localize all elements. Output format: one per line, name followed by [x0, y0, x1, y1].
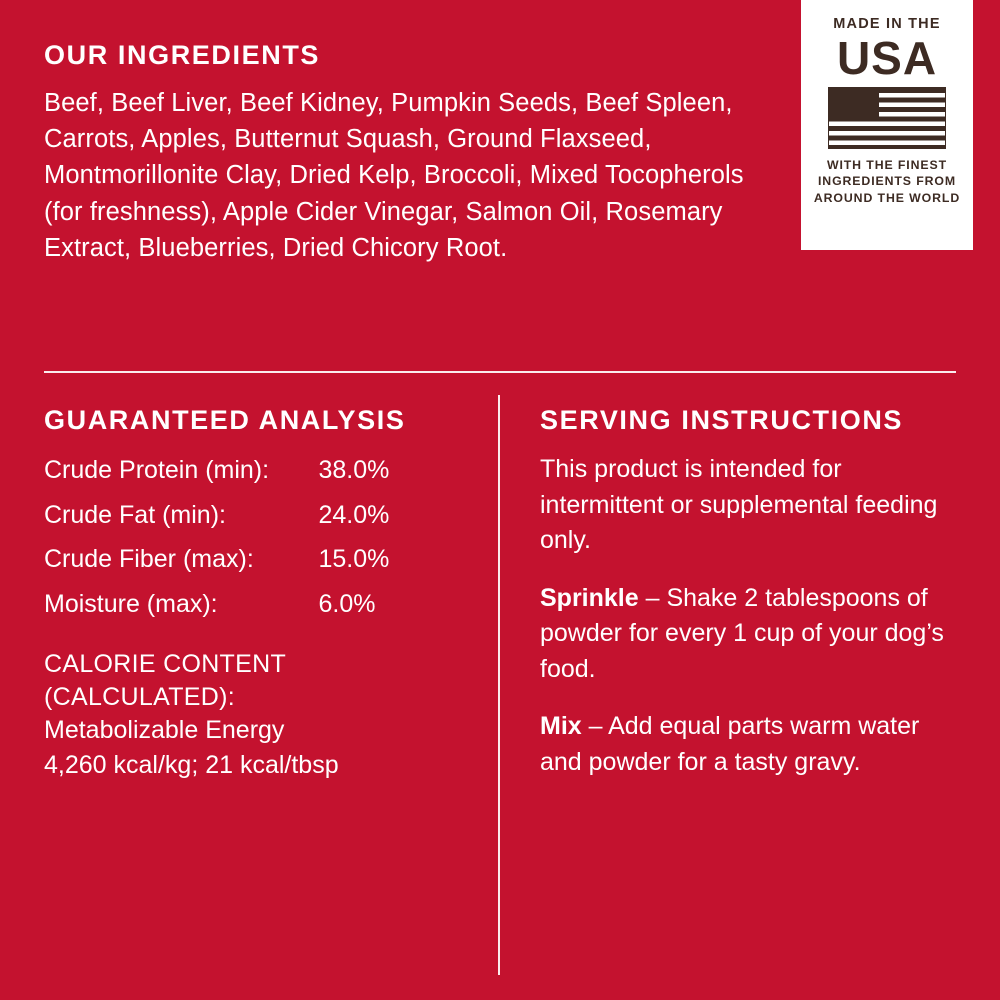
calorie-content-heading: CALORIE CONTENT (CALCULATED): [44, 650, 286, 711]
badge-country-label: USA [836, 31, 938, 84]
analysis-value: 24.0% [318, 500, 390, 529]
analysis-label: Crude Fiber (max): [44, 545, 254, 573]
ingredients-text: Beef, Beef Liver, Beef Kidney, Pumpkin Seeds, Beef Spleen, Carrots, Apples, Butternut Squash, Ground Flaxseed, Montmorillonite Clay, Dried Kelp, Broccoli, Mixed Tocopherols (for freshness), Apple Cider Vinegar, Salmon Oil, Rosemary Extract, Blueberries, Dried Chicory Root. [44, 89, 744, 262]
mix-label: Mix [540, 712, 582, 740]
analysis-label: Crude Fat (min): [44, 500, 226, 529]
ingredients-section [44, 40, 774, 266]
analysis-value: 15.0% [318, 545, 390, 573]
serving-mix [540, 709, 960, 780]
usa-flag-icon [828, 87, 946, 149]
analysis-value: 38.0% [318, 456, 390, 484]
table-row [44, 541, 394, 586]
sprinkle-label: Sprinkle [540, 583, 639, 612]
table-row [44, 497, 394, 542]
analysis-value: 6.0% [318, 589, 376, 618]
badge-sub-line-2: INGREDIENTS FROM [817, 174, 957, 189]
badge-sub-line-1: WITH THE FINEST [826, 157, 948, 172]
guaranteed-analysis-section [44, 405, 464, 783]
analysis-label: Moisture (max): [44, 589, 218, 618]
ingredients-heading: OUR INGREDIENTS [44, 40, 321, 70]
horizontal-divider [44, 371, 956, 373]
table-row [44, 452, 394, 497]
serving-instructions-heading: SERVING INSTRUCTIONS [540, 405, 904, 435]
guaranteed-analysis-heading: GUARANTEED ANALYSIS [44, 405, 406, 435]
guaranteed-analysis-table [44, 452, 394, 630]
calorie-energy-label: Metabolizable Energy [44, 716, 285, 744]
mix-text: – Add equal parts warm water and powder for a tasty gravy. [540, 712, 920, 776]
badge-top-line: MADE IN THE [833, 16, 941, 32]
made-in-usa-badge [801, 0, 973, 250]
table-row [44, 586, 394, 631]
serving-intro-text: This product is intended for intermittent or supplemental feeding only. [540, 455, 938, 554]
badge-sub-line-3: AROUND THE WORLD [813, 190, 961, 205]
vertical-divider [498, 395, 500, 975]
analysis-label: Crude Protein (min): [44, 456, 270, 484]
serving-instructions-section [540, 405, 960, 780]
flag-canton [829, 88, 879, 121]
sprinkle-text: – Shake 2 tablespoons of powder for every 1 cup of your dog’s food. [540, 583, 944, 683]
calorie-energy-value: 4,260 kcal/kg; 21 kcal/tbsp [44, 751, 339, 779]
serving-sprinkle [540, 581, 960, 688]
badge-subtext [811, 157, 963, 209]
